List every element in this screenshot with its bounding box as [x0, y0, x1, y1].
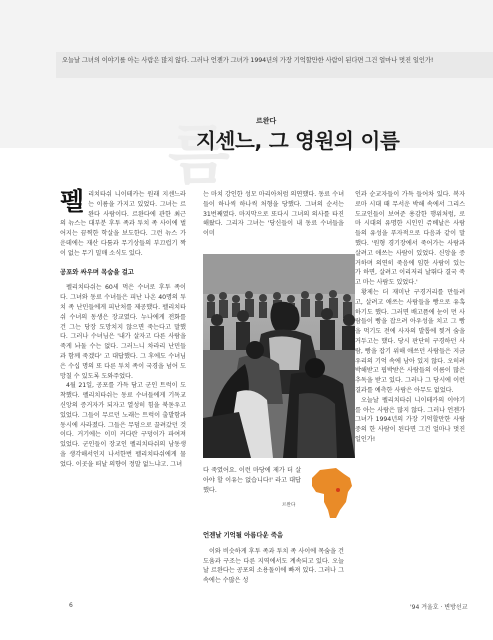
pull-quote: 오늘날 그녀의 이야기를 아는 사람은 많지 않다. 그러나 언젠가 그녀가 1994년의 가장 기억할만한 사람이 된다면 그건 얼마나 멋진 일인가!	[62, 57, 434, 64]
paragraph-text: 리치타쉬 니이테카는 원래 지센느라는 이름을 가지고 있었다. 그녀는 르완다 사람이다. 르완다에 관한 최근의 뉴스는 대부분 후투 족과 투치 족 사이에 벌어지는 끔찍한 학살을 보도한다. 그런 뉴스 가운데에는 재산 다툼과 무기상들의 부끄럽기 짝이 없는 무기 밀매 소식도 있다.	[60, 191, 186, 257]
refugees-photo	[203, 254, 355, 458]
africa-shape	[312, 468, 352, 518]
paragraph: 다 죽였어요. 이런 마당에 제가 더 살아야 할 이유는 없습니다!' 라고 대답했다.	[203, 467, 301, 494]
column-1	[60, 187, 186, 470]
paragraph	[60, 187, 186, 259]
subheading: 공포와 싸우며 목숨을 걸고	[60, 267, 134, 276]
column-3	[355, 190, 465, 445]
ghost-title-watermark: 름	[168, 118, 227, 193]
rwanda-marker	[336, 488, 340, 492]
article-title: 지센느, 그 영원의 이름	[196, 129, 400, 153]
article-kicker: 르완다	[256, 117, 277, 125]
column-2-top	[203, 190, 344, 239]
drop-cap: 펠	[60, 187, 85, 216]
paragraph: 4월 21일, 공포를 가득 담고 군인 트럭이 도착했다. 펠리치타쉬는 동료 수녀들에게 기독교 신앙의 증거자가 되자고 열성히 힘을 북돋우고 있었다. 그들이 무르던 노래는 트럭이 출발함과 동시에 사라졌다. 그들은 무덤으로 끌려갔던 것이다. 거기에는 이미 커다란 구덩이가 파여져 있었다. 군인들이 장교인 펠리치타쉬의 남동생을 생각해서인지 나서한번 펠리치타쉬에게 물었다. 이곳을 떠날 의향이 정말 없느냐고. 그녀	[60, 382, 186, 468]
paragraph: 황제는 더 재미난 구경거리를 만들려고, 살려고 애쓰는 사람들을 빵으로 유혹하기도 했다. 그러면 배고픔에 눈이 먼 사람들이 빵을 잡으려 아우성을 치고 그 빵을 먹기도 전에 사자의 발톱에 찢겨 숨을 거두고는 했다. 당시 판단히 구경하던 사람, 빵을 잡기 위해 애쓰던 사람들은 지금 우리의 기억 속에 남아 있지 않다. 오히려 박해받고 핍박받은 사람들의 이름이 많은 추독을 받고 있다. 그러나 그 당시에 이런 결과를 예측한 사람은 아무도 없었다.	[355, 288, 465, 394]
map-label: 르완다	[282, 503, 296, 508]
column-2-middle	[203, 466, 301, 495]
paragraph: 인과 순교자들이 가득 들어차 있다. 복자 로마 시대 때 무서운 박해 속에서 그리스도교인들이 보여준 용감한 행위처럼, 로마 시대의 유명한 시인인 쥬베날은 사람들의 유성을 푸자적으로 다음과 같이 말했다. '원형 경기장에서 죽어가는 사람과 살려고 애쓰는 사람이 있었다. 신앙을 증거하며 의연히 죽음에 임한 사람이 있는가 하면, 살려고 이리저리 날뛰다 결국 죽고 마는 사람도 있었다.'	[355, 191, 465, 287]
paragraph: 오늘날 펠리치타쉬 니이테카의 이야기를 아는 사람은 많지 않다. 그러나 언젠가 그녀가 1994년의 가장 기억할만한 사람 중의 한 사람이 된다면 그건 얼마나 멋진 일인가!	[355, 396, 465, 443]
paragraph: 펠리치타쉬는 60세 먹은 수녀로 후투 족이다. 그녀와 동료 수녀들은 피난 나온 40명의 투치 족 난민들에게 피난처를 제공했다. 펠리치타쉬 수녀의 동생은 장교였다. 누나에게 전화를 건 그는 당장 도망치지 않으면 죽는다고 말했다. 그러나 수녀님은 '내가 살자고 다른 사람을 죽게 놔둘 수는 없다. 그러느니 차라리 난민들과 함께 죽겠다' 고 대답했다. 그 후에도 수녀님은 수십 명의 또 다른 투치 족이 국경을 넘어 도망칠 수 있도록 도와주었다.	[60, 284, 186, 380]
subheading: 언젠날 기억될 아름다운 죽음	[203, 531, 284, 539]
issue-footer: '94 겨울호 · 변방선교	[410, 604, 468, 611]
africa-map	[308, 466, 356, 518]
page-number: 6	[69, 602, 73, 609]
column-2-bottom	[203, 522, 344, 586]
paragraph: 이와 비슷하게 후투 족과 투치 족 사이에 목숨을 건 도움과 구조는 다른 지역에서도 계속되고 있다. 오늘날 르완다는 공포의 소용돌이에 빠져 있다. 그러나 그 속에는 수많은 성	[203, 547, 344, 585]
paragraph: 는 마치 강인한 성모 마리아처럼 의연했다. 동료 수녀들이 하나씩 하나씩 처형을 당했다. 그녀의 순서는 31번째였다. 마지막으로 또다시 그녀의 의사를 타진해왔다. 그리자 그녀는 '당신들이 내 동료 수녀들을 이미	[203, 191, 344, 238]
